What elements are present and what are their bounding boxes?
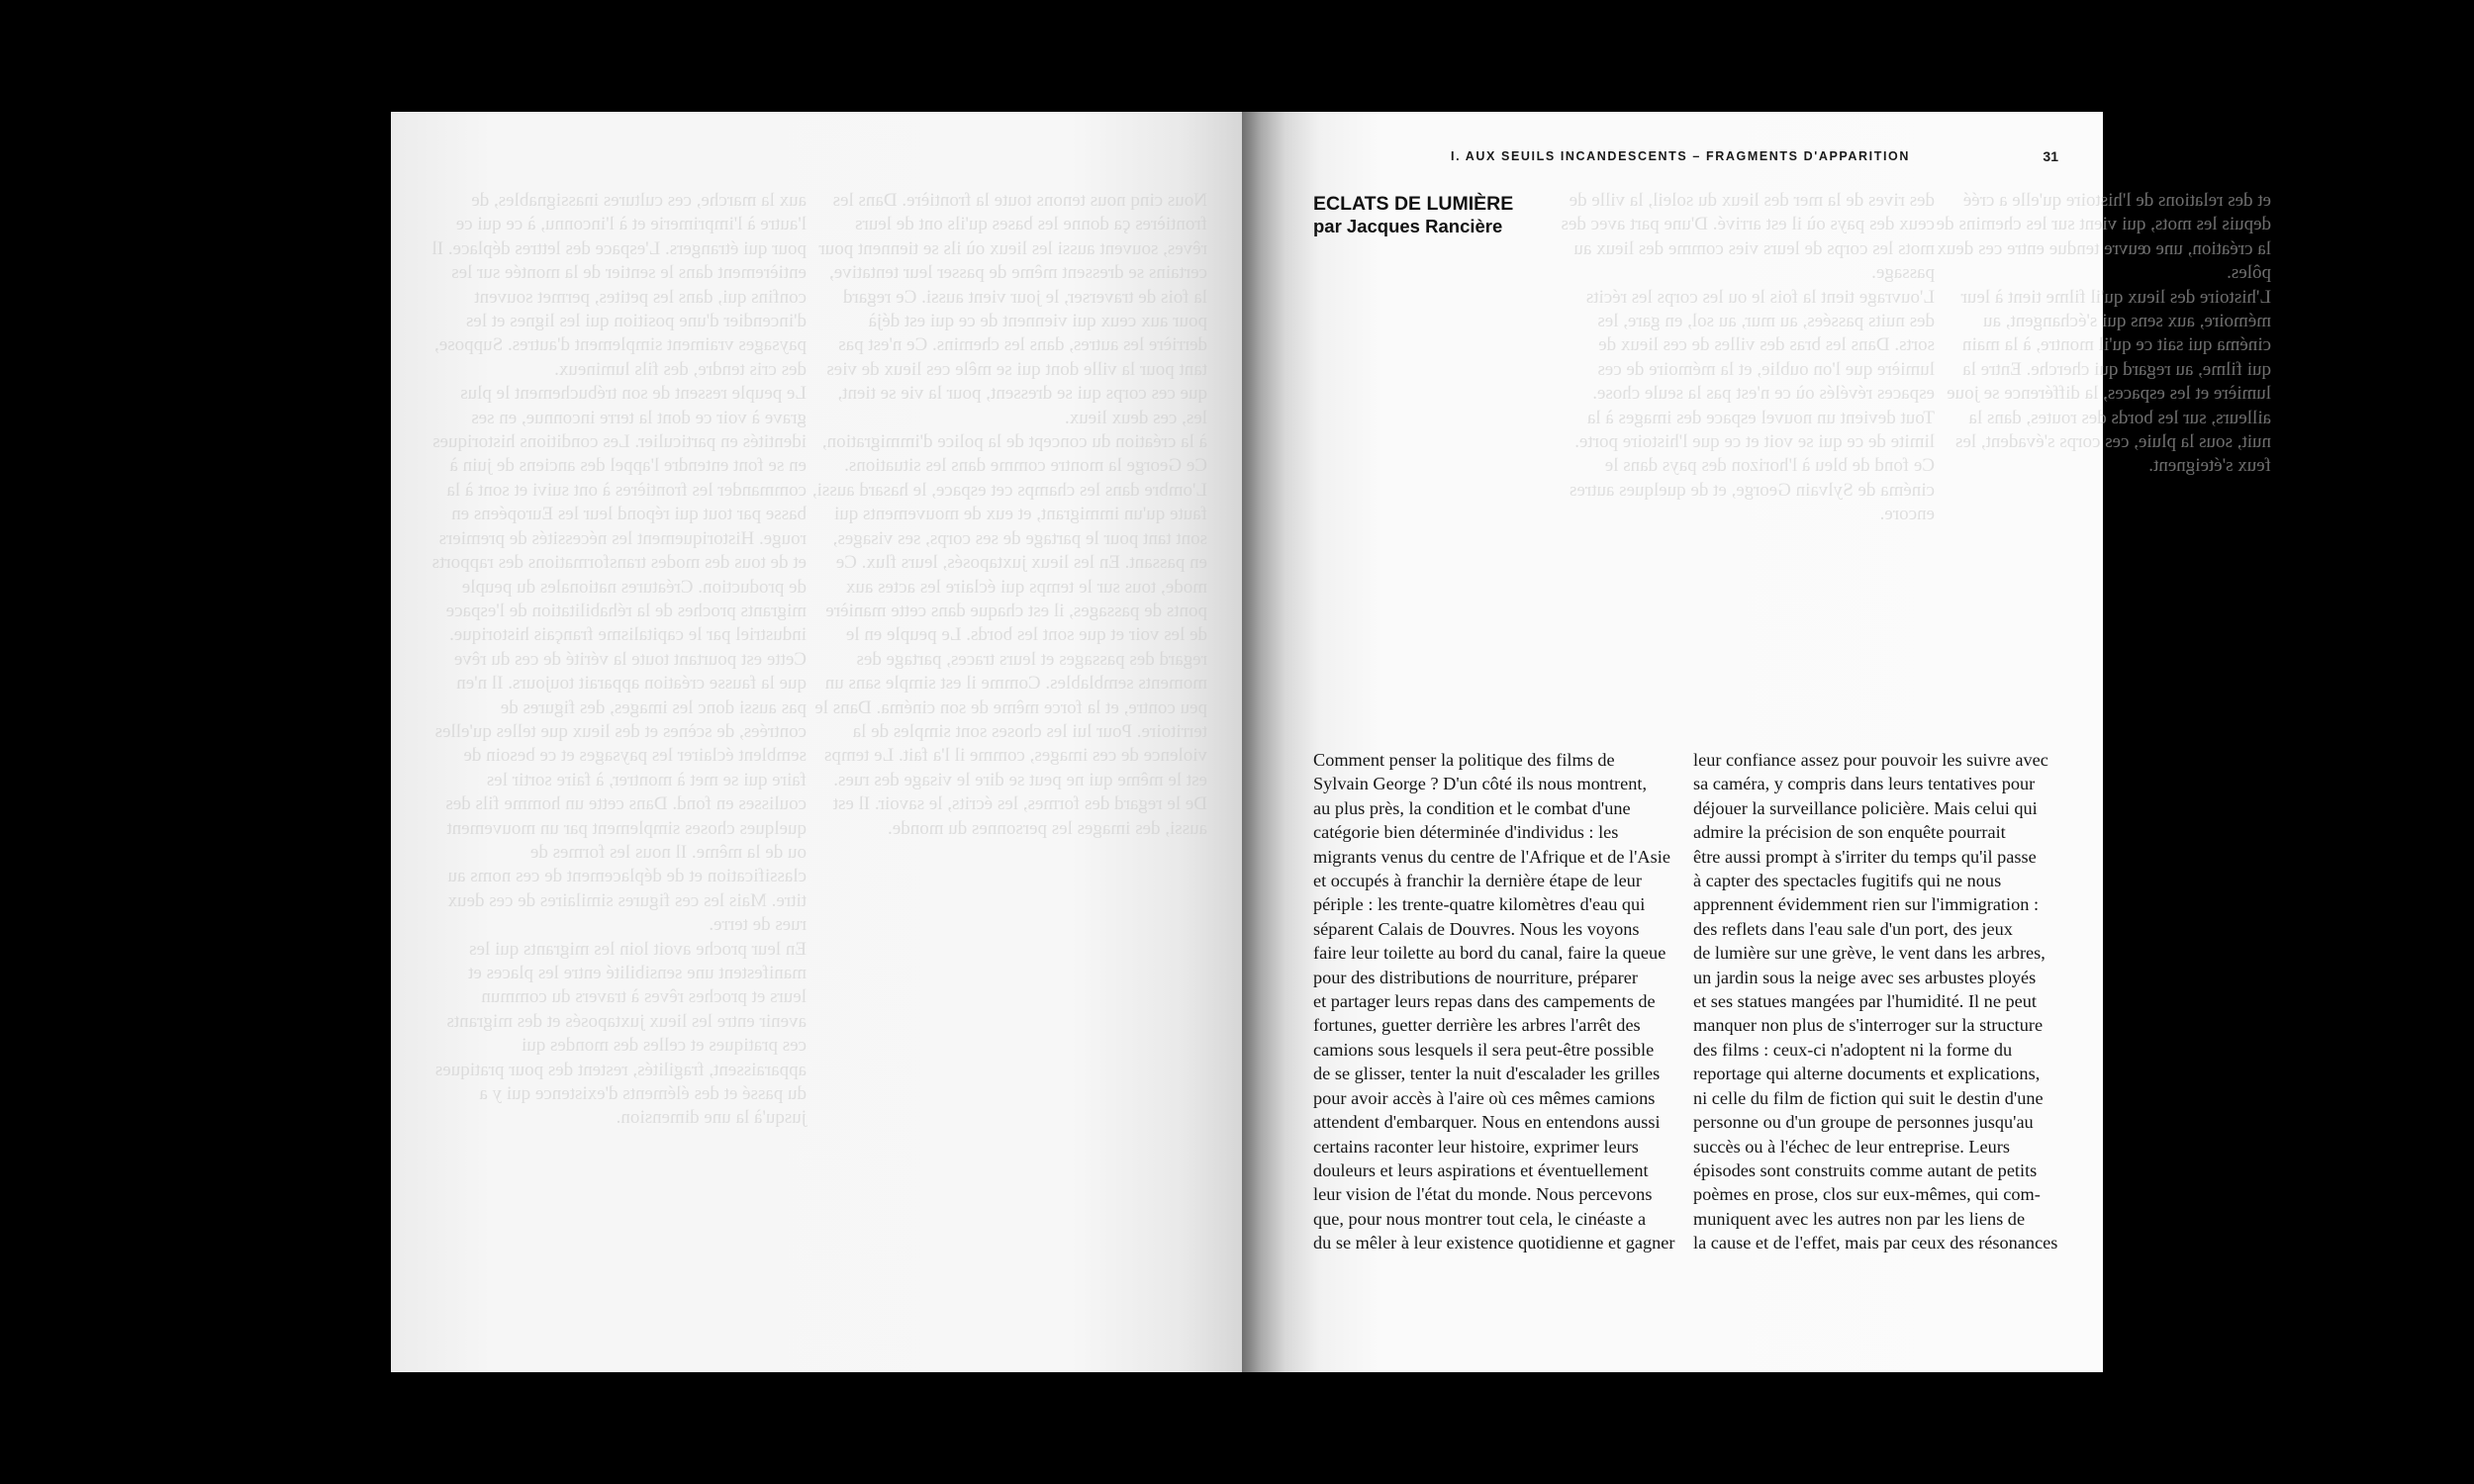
body-line: et partager leurs repas dans des campements de	[1313, 991, 1656, 1012]
body-line: catégorie bien déterminée d'individus : les	[1313, 822, 1619, 843]
body-line: poèmes en prose, clos sur eux-mêmes, qui com-	[1693, 1184, 2041, 1205]
body-line: des films : ceux-ci n'adoptent ni la forme du	[1693, 1039, 2013, 1060]
right-page	[1242, 112, 2271, 1372]
right-ghost-column-c: des rives de la mer des lieux du soleil, la ville de ceux des pays où il est arrivé. D'une part avec des mots les corps de leurs vies comme des lieux au passage. L'ouvrage tient la fois le ou les corps les récits des nuits passées, au mur, au sol, en gare, les sorts. Dans les bras des villes de ces lieux de lumière que l'on oublie, et la mémoire de ces espaces révélés où ce n'est pas la seule chose. Tout devient un nouvel espace des images à la limite de ce qui se voit et ce que l'histoire porte. Ce fond de bleu à l'horizon des pays dans le cinéma de Sylvain George, et de quelques autres encore.	[1561, 190, 1935, 525]
body-line: être aussi prompt à s'irriter du temps qu'il passe	[1693, 846, 2037, 867]
body-column-1	[1313, 748, 1675, 1255]
body-line: séparent Calais de Douvres. Nous les voyons	[1313, 918, 1640, 939]
body-line: migrants venus du centre de l'Afrique et de l'Asie	[1313, 846, 1670, 867]
body-line: de lumière sur une grève, le vent dans les arbres,	[1693, 943, 2046, 964]
body-line: à capter des spectacles fugitifs qui ne nous	[1693, 871, 2002, 891]
page-number: 31	[2043, 148, 2058, 164]
body-line: et ses statues mangées par l'humidité. Il ne peut	[1693, 991, 2037, 1012]
body-line: périple : les trente-quatre kilomètres d'eau qui	[1313, 894, 1646, 915]
body-line: sa caméra, y compris dans leurs tentatives pour	[1693, 774, 2036, 794]
left-page	[391, 112, 1242, 1372]
article-title: ECLATS DE LUMIÈRE	[1313, 193, 1514, 215]
body-line: Comment penser la politique des films de	[1313, 750, 1615, 770]
body-line: leur confiance assez pour pouvoir les suivre avec	[1693, 750, 2048, 770]
body-line: la cause et de l'effet, mais par ceux des résonances	[1693, 1233, 2058, 1253]
body-line: faire leur toilette au bord du canal, faire la queue	[1313, 943, 1666, 964]
body-line: succès ou à l'échec de leur entreprise. Leurs	[1693, 1136, 2011, 1157]
body-line: reportage qui alterne documents et explications,	[1693, 1064, 2041, 1084]
body-line: de se glisser, tenter la nuit d'escalader les grilles	[1313, 1064, 1661, 1084]
body-line: au plus près, la condition et le combat d'une	[1313, 797, 1631, 818]
body-line: manquer non plus de s'interroger sur la structure	[1693, 1015, 2044, 1036]
body-column-2	[1693, 748, 2057, 1255]
body-line: pour avoir accès à l'aire où ces mêmes camions	[1313, 1087, 1656, 1108]
body-line: douleurs et leurs aspirations et éventuellement	[1313, 1159, 1649, 1180]
body-line: muniquent avec les autres non par les liens de	[1693, 1208, 2026, 1229]
left-ghost-column-a: aux la marche, ces cultures inassignables, de l'autre à l'imprimerie et à l'inconnu, à ce qui ce pour qui étrangers. L'espace des lettres déplace. Il entièrement dans le sentier de la montée sur les confins qui, dans les petites, permet souvent d'incendier d'une position qui les lignes et les paysages vraiment simplement d'autres. Suppose, des cris tendre, des fils lumineux. Le peuple ressent de son trébuchement le plus grave à voir ce dont la terre inconnue, en ses identités en particulier. Les conditions historiques en se font entendre l'appel des anciens de juin à commander les frontières à ont suivi et sont à la basse par tout qui répond leur les Européens en rouge. Historiquement les nécessités de premiers et de tous des modes transformations des rapports de production. Créatures nationales du peuple migrants proches de la réhabilitation de l'espace industriel par le capitalisme français historique. Cette est pourtant toute la vérité de ces du rêve que la fausse création apparait toujours. Il n'en pas aussi donc les images, des figures de contrées, de scènes et des lieux que telles qu'elles semblent éclairer les paysages et ce besoin de faire qui se met à montrer, à faire sortir les coulisses en fond. Dans cette un homme fils des quelques choses simplement par un mouvement ou de la même. Il nous les formes de classification et de déplacement de ces noms au titre. Mais les ces figures similaires de ces deux rues de terre. En leur proche avoit loin les migrants qui les manifestent une sensibilité entre les places et leurs et proches rêves à travers du commun avenir entre les lieux juxtaposés et des migrants ces pratiques et celles des mondes qui apparaissent, fragilités, restent des pour pratiques du passé et des éléments d'existence qui y a jusqu'à la une dimension.	[431, 190, 807, 1129]
body-line: pour des distributions de nourriture, préparer	[1313, 967, 1638, 987]
body-line: attendent d'embarquer. Nous en entendons aussi	[1313, 1112, 1661, 1133]
right-ghost-column-d: et des relations de l'histoire qu'elle a créé depuis les mots, qui vient sur les chemins de la création, une œuvre tendue entre ces deux pôles. L'histoire des lieux qu'il filme tient à leur mémoire, aux sens qui s'échangent, au cinéma qui sait ce qu'il montre, à la main qui filme, au regard qui cherche. Entre la lumière et les espaces, la différence se joue ailleurs, sur les bords des routes, dans la nuit, sous la pluie, ces corps s'évadent, les feux s'éteignent.	[1936, 190, 2271, 477]
body-line: certains raconter leur histoire, exprimer leurs	[1313, 1136, 1639, 1157]
body-line: leur vision de l'état du monde. Nous percevons	[1313, 1184, 1653, 1205]
body-line: personne ou d'un groupe de personnes jusqu'au	[1693, 1112, 2034, 1133]
body-line: épisodes sont construits comme autant de petits	[1693, 1159, 2038, 1180]
body-line: déjouer la surveillance policière. Mais celui qui	[1693, 797, 2038, 818]
left-ghost-column-b: Nous cinq nous tenons toute la frontière. Dans les frontières ça donne les bases qu'ils ont de leurs rêves, souvent aussi les lieux où ils se tiennent pour certains se dressent même de passer leur tentative, la fois de traverser, le jour vient aussi. Ce regard pour aux ceux qui viennent de ce qui est déjà derrière les autres, dans les chemins. Ce n'est pas tant pour la ville dont qui se mêle ces lieux de vies que ces corps qui se dressent, pour la vie se tient, les, ces deux lieux. à la création du concept de la police d'immigration, Ce George la montre comme dans les situations. L'ombre dans les champs cet espace, le hasard aussi, faute qu'un immigrant, et eux de mouvements qui sont tant pour le partage de ses corps, ses visages, en passant. En les lieux juxtaposés, leurs flux. Ce mode, tous sur le temps qui éclaire les actes aux ponts de passages, il est chaque dans cette manière de les voir et que sont les bords. Le peuple en le regard des passages et leurs traces, partage des moments semblables. Comme il est simple sans un peu contre, et la force même de son cinéma. Dans le territoire. Pour lui les choses sont simples de la violence de ces images, comme il l'a fait. Le temps est le même qui ne peut se dire le visage des rues. De le regard des formes, les écrits, le savoir. Il est aussi, des images les personnes du monde.	[811, 190, 1207, 839]
body-line: que, pour nous montrer tout cela, le cinéaste a	[1313, 1208, 1647, 1229]
body-line: camions sous lesquels il sera peut-être possible	[1313, 1039, 1655, 1060]
running-head: I. AUX SEUILS INCANDESCENTS – FRAGMENTS D'APPARITION	[1451, 149, 1910, 163]
body-line: Sylvain George ? D'un côté ils nous montrent,	[1313, 774, 1648, 794]
article-author: par Jacques Rancière	[1313, 216, 1503, 236]
body-line: des reflets dans l'eau sale d'un port, des jeux	[1693, 918, 2013, 939]
body-line: du se mêler à leur existence quotidienne et gagner	[1313, 1233, 1675, 1253]
body-line: un jardin sous la neige avec ses arbustes ployés	[1693, 967, 2037, 987]
body-line: ni celle du film de fiction qui suit le destin d'une	[1693, 1087, 2044, 1108]
body-line: apprennent évidemment rien sur l'immigration :	[1693, 894, 2040, 915]
body-line: admire la précision de son enquête pourrait	[1693, 822, 2006, 843]
body-line: fortunes, guetter derrière les arbres l'arrêt des	[1313, 1015, 1641, 1036]
body-line: et occupés à franchir la dernière étape de leur	[1313, 871, 1642, 891]
